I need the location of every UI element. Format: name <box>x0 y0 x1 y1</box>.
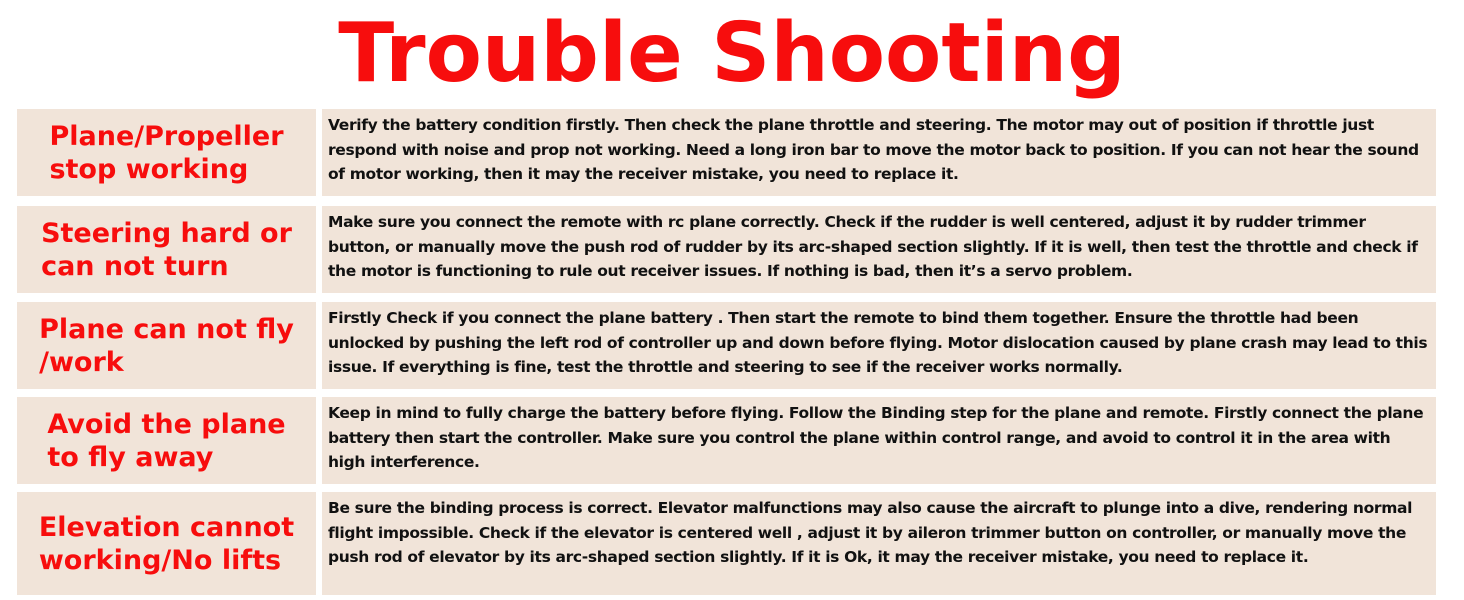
troubleshooting-row <box>17 492 1436 595</box>
troubleshooting-row <box>17 206 1436 293</box>
solution-text: Be sure the binding process is correct. Elevator malfunctions may also cause the aircraft to plunge into a dive, rendering normal flight impossible. Check if the elevator is centered well , adjust it by aileron trimmer button on controller, or manually move the push rod of elevator by its arc-shaped section slightly. If it is Ok, it may the receiver mistake, you need to replace it. <box>328 499 1413 566</box>
solution-cell <box>322 206 1436 293</box>
troubleshooting-row <box>17 397 1436 484</box>
issue-label: Plane can not fly /work <box>39 313 294 378</box>
solution-cell <box>322 492 1436 595</box>
issue-cell <box>17 109 316 196</box>
solution-text: Keep in mind to fully charge the battery before flying. Follow the Binding step for the plane and remote. Firstly connect the plane battery then start the controller. Make sure you control the plane within control range, and avoid to control it in the area with high interference. <box>328 404 1424 471</box>
troubleshooting-row <box>17 302 1436 389</box>
issue-cell <box>17 302 316 389</box>
solution-cell <box>322 302 1436 389</box>
solution-text: Verify the battery condition firstly. Then check the plane throttle and steering. The motor may out of position if throttle just respond with noise and prop not working. Need a long iron bar to move the motor back to position. If you can not hear the sound of motor working, then it may the receiver mistake, you need to replace it. <box>328 116 1419 183</box>
issue-label: Elevation cannot working/No lifts <box>38 511 295 576</box>
troubleshooting-row <box>17 109 1436 196</box>
solution-cell <box>322 397 1436 484</box>
issue-label: Plane/Propeller stop working <box>49 120 284 185</box>
issue-cell <box>17 492 316 595</box>
solution-text: Firstly Check if you connect the plane battery . Then start the remote to bind them together. Ensure the throttle had been unlocked by pushing the left rod of controller up and down before flying. Motor dislocation caused by plane crash may lead to this issue. If everything is fine, test the throttle and steering to see if the receiver works normally. <box>328 309 1428 376</box>
page-title: Trouble Shooting <box>338 6 1126 101</box>
issue-cell <box>17 206 316 293</box>
solution-text: Make sure you connect the remote with rc plane correctly. Check if the rudder is well centered, adjust it by rudder trimmer button, or manually move the push rod of rudder by its arc-shaped section slightly. If it is well, then test the throttle and check if the motor is functioning to rule out receiver issues. If nothing is bad, then it’s a servo problem. <box>328 213 1418 280</box>
issue-label: Steering hard or can not turn <box>41 217 292 282</box>
solution-cell <box>322 109 1436 196</box>
issue-cell <box>17 397 316 484</box>
issue-label: Avoid the plane to fly away <box>47 408 286 473</box>
